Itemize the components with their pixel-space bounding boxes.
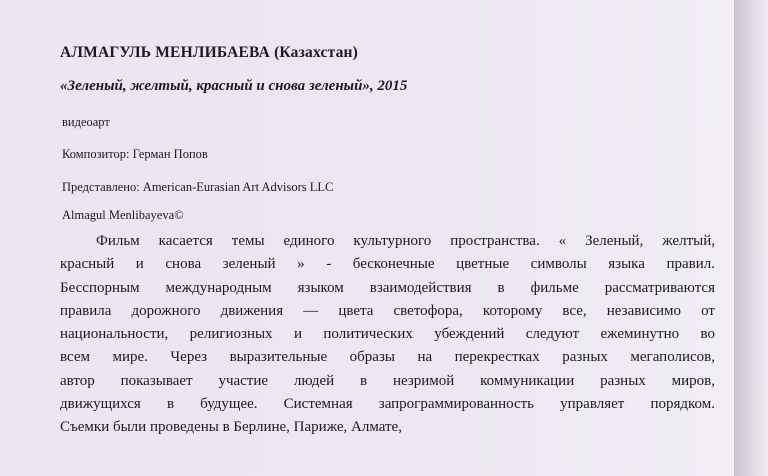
artwork-medium: видеоарт [62,115,110,129]
description-line: красный и снова зеленый » - бесконечные цветные символы языка правил. [60,256,715,273]
description-line: движущихся в будущее. Системная запрограммированность управляет порядком. [60,396,715,413]
description-line: всем мире. Через выразительные образы на перекрестках разных мегаполисов, [60,349,715,366]
artist-name: АЛМАГУЛЬ МЕНЛИБАЕВА (Казахстан) [60,44,359,61]
description-paragraph [60,230,715,440]
wall-edge-shadow [734,0,768,476]
description-line: Бесспорным международным языком взаимодействия в фильме рассматриваются [60,279,715,296]
description-line: Съемки были проведены в Берлине, Париже, Алмате, [60,419,402,436]
artwork-title: «Зеленый, желтый, красный и снова зеленый», 2015 [60,78,408,94]
presenter-credit: Представлено: American-Eurasian Art Advisors LLC [62,180,334,194]
description-line: автор показывает участие людей в незримой коммуникации разных миров, [60,372,715,389]
description-line: правила дорожного движения — цвета светофора, которому все, независимо от [60,302,715,319]
description-line: Фильм касается темы единого культурного пространства. « Зеленый, желтый, [96,233,715,249]
composer-credit: Композитор: Герман Попов [62,147,208,161]
copyright-line: Almagul Menlibayeva© [62,208,184,222]
description-line: национальности, религиозных и политических убеждений следуют ежеминутно во [60,326,715,343]
